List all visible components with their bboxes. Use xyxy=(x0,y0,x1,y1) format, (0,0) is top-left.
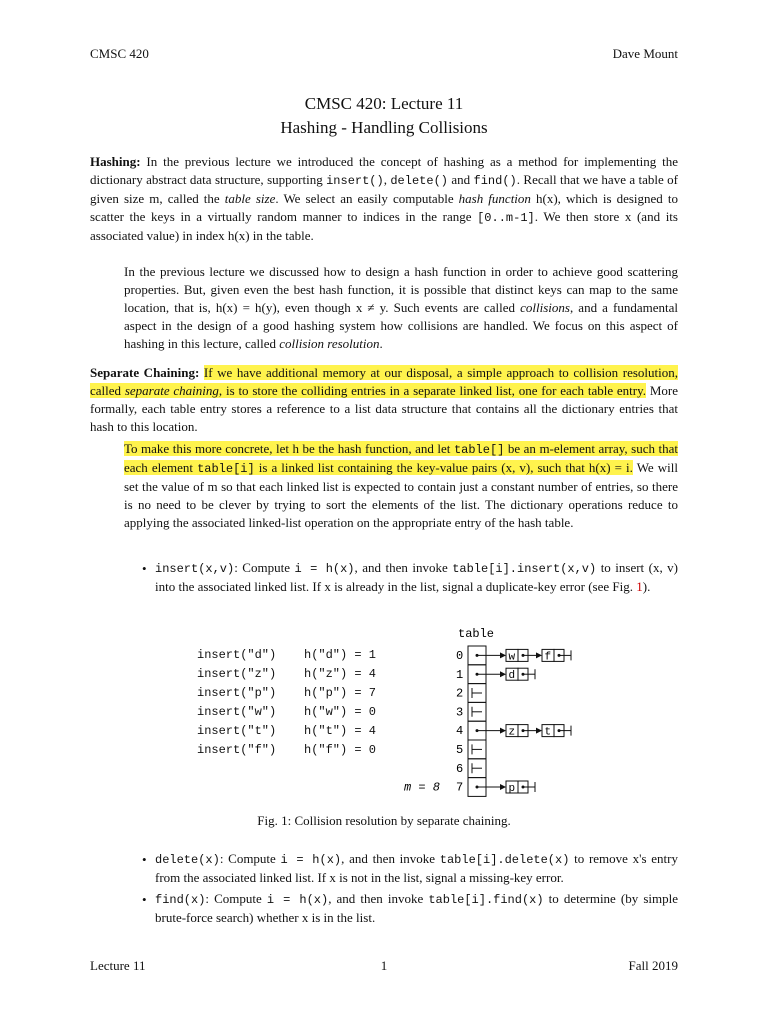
code-range: [0..m-1] xyxy=(477,211,535,225)
hashing-heading: Hashing: xyxy=(90,154,141,169)
arrow-head xyxy=(536,728,542,734)
arrow-head xyxy=(500,671,506,677)
list-node-label: t xyxy=(544,726,552,739)
text-run: : Compute xyxy=(234,560,295,575)
figure-hash-list xyxy=(304,646,376,760)
running-header-course: CMSC 420 xyxy=(90,46,149,61)
text-run: , xyxy=(383,172,391,187)
text-run: . xyxy=(379,336,383,351)
arrow-head xyxy=(500,652,506,658)
code-table-find: table[i].find(x) xyxy=(428,893,544,907)
title-line-1: CMSC 420: Lecture 11 xyxy=(304,94,464,113)
code-i-eq: i = h(x) xyxy=(266,893,329,907)
figure-hash-line: h("f") = 0 xyxy=(304,743,377,757)
figure-caption: Fig. 1: Collision resolution by separate chaining. xyxy=(257,813,511,828)
text-run: : Compute xyxy=(205,891,267,906)
text-run: , and then invoke xyxy=(328,891,429,906)
table-index: 5 xyxy=(456,743,464,757)
bullet-insert xyxy=(155,559,678,596)
term-collisions: collisions xyxy=(520,300,570,315)
table-size-label: m = 8 xyxy=(404,780,441,795)
figure-hash-line: h("z") = 4 xyxy=(304,667,377,681)
running-header-author: Dave Mount xyxy=(612,46,678,61)
text-run: to insert (x, v) into the associated linked list. If x is already in the list, signal a duplicate-key error (see Fig. xyxy=(155,560,679,594)
highlight-2 xyxy=(124,441,678,475)
text-run: To make this more concrete, let h be the hash function, and let xyxy=(124,441,454,456)
figure-insert-line: insert("d") xyxy=(197,648,277,662)
term-table-size: table size xyxy=(224,191,276,206)
figure-insert-line: insert("z") xyxy=(197,667,277,681)
list-node-label: p xyxy=(508,783,516,795)
text-run: We will set the value of m so that each linked list is expected to contain just a constant number of entries, so there is no need to be clever by trying to sort the elements of the list. The dictionary operations reduce to applying the associated linked-list operation on the appropriate entry of the hash table. xyxy=(124,460,678,530)
footer-term: Fall 2019 xyxy=(628,958,678,973)
title-line-2: Hashing - Handling Collisions xyxy=(280,118,488,137)
table-index: 2 xyxy=(456,686,464,701)
code-find: find() xyxy=(473,174,517,188)
arrow-head xyxy=(500,728,506,734)
code-delete: delete() xyxy=(390,174,448,188)
code-insert: insert() xyxy=(326,174,384,188)
code-delete-x: delete(x) xyxy=(155,853,220,867)
text-run: is a linked list containing the key-value pairs (x, v), such that h(x) = i. xyxy=(254,460,633,475)
text-run: h(x), which is designed to scatter the keys in a virtually random manner to indices in the range xyxy=(90,191,678,224)
chaining-paragraph-2 xyxy=(124,440,678,532)
text-run: to remove x's entry from the associated linked list. If x is not in the list, signal a missing-key error. xyxy=(155,851,678,885)
text-run: ). xyxy=(642,579,651,594)
code-i-eq: i = h(x) xyxy=(280,853,342,867)
text-run: In the previous lecture we discussed how to design a hash function in order to achieve good scattering properties. But, given even the best hash function, it is possible that distinct keys can map to the same location, that is, h(x) = h(y), even though x ≠ y. Such events are called xyxy=(124,264,678,315)
list-node-label: w xyxy=(508,651,516,664)
table-index: 7 xyxy=(456,780,464,795)
figure-insert-list xyxy=(197,646,276,760)
hash-table-diagram xyxy=(400,622,600,802)
figure-reference-link[interactable]: 1 xyxy=(636,579,643,594)
text-run: If we have additional memory at our disposal, a simple approach to collision resolution, called xyxy=(90,365,679,398)
table-index: 3 xyxy=(456,705,464,720)
arrow-head xyxy=(536,652,542,658)
code-table-delete: table[i].delete(x) xyxy=(439,853,570,867)
text-run: and xyxy=(447,172,474,187)
figure-insert-line: insert("f") xyxy=(197,743,277,757)
code-table-insert: table[i].insert(x,v) xyxy=(452,562,597,576)
page-title xyxy=(0,92,768,140)
figure-insert-line: insert("t") xyxy=(197,724,277,738)
figure-hash-line: h("t") = 4 xyxy=(304,724,377,738)
list-node-label: d xyxy=(508,670,516,683)
text-run: . We select an easily computable xyxy=(275,191,459,206)
footer-page-number: 1 xyxy=(380,958,388,973)
text-run: More formally, each table entry stores a reference to a list data structure that contains all the dictionary entries that hash to this location. xyxy=(90,383,678,434)
table-index: 0 xyxy=(456,649,464,663)
hashing-paragraph-2 xyxy=(124,263,678,353)
code-table-array: table[] xyxy=(453,443,505,457)
arrow-head xyxy=(500,784,506,790)
term-collision-resolution: collision resolution xyxy=(279,336,380,351)
table-index: 6 xyxy=(456,761,464,776)
text-run: In the previous lecture we introduced the concept of hashing as a method for implementing the dictionary abstract data structure, supporting xyxy=(90,154,678,187)
table-index: 1 xyxy=(456,667,464,682)
bullet-find xyxy=(155,890,678,927)
text-run: , is to store the colliding entries in a separate linked list, one for each table entry. xyxy=(218,383,647,398)
code-insert-xv: insert(x,v) xyxy=(155,562,235,576)
figure-hash-line: h("w") = 0 xyxy=(304,705,377,719)
figure-insert-line: insert("p") xyxy=(197,686,277,700)
figure-hash-line: h("d") = 1 xyxy=(304,648,377,662)
footer-lecture: Lecture 11 xyxy=(90,958,146,973)
text-run: . Recall that we have a table of given size m, called the xyxy=(90,172,679,206)
table-index: 4 xyxy=(456,724,464,739)
list-node-label: f xyxy=(544,651,552,664)
text-run: , and then invoke xyxy=(354,560,453,575)
text-run: to determine (by simple brute-force search) whether x is in the list. xyxy=(155,891,679,925)
code-find-x: find(x) xyxy=(155,893,206,907)
text-run: be an m-element array, such that each element xyxy=(124,441,678,475)
bullet-delete xyxy=(155,850,678,887)
term-separate-chaining: separate chaining xyxy=(124,383,219,398)
text-run: . We then store x (and its associated value) in index h(x) in the table. xyxy=(90,209,678,243)
chaining-heading: Separate Chaining: xyxy=(90,365,200,380)
bullet-marker: • xyxy=(142,892,147,907)
figure-insert-line: insert("w") xyxy=(197,705,277,719)
bullet-marker: • xyxy=(142,561,147,576)
table-label: table xyxy=(458,627,495,641)
chaining-paragraph-1 xyxy=(90,364,678,436)
code-table-i: table[i] xyxy=(197,462,255,476)
text-run: : Compute xyxy=(219,851,281,866)
text-run: , and a fundamental aspect in the design of a good hashing system how collisions are handled. We focus on this aspect of hashing in this lecture, called xyxy=(124,300,679,351)
hashing-paragraph-1 xyxy=(90,153,678,245)
bullet-marker: • xyxy=(142,852,147,867)
figure-hash-line: h("p") = 7 xyxy=(304,686,377,700)
code-i-eq: i = h(x) xyxy=(294,562,355,576)
term-hash-function: hash function xyxy=(458,191,531,206)
text-run: , and then invoke xyxy=(341,851,440,866)
list-node-label: z xyxy=(508,726,516,739)
